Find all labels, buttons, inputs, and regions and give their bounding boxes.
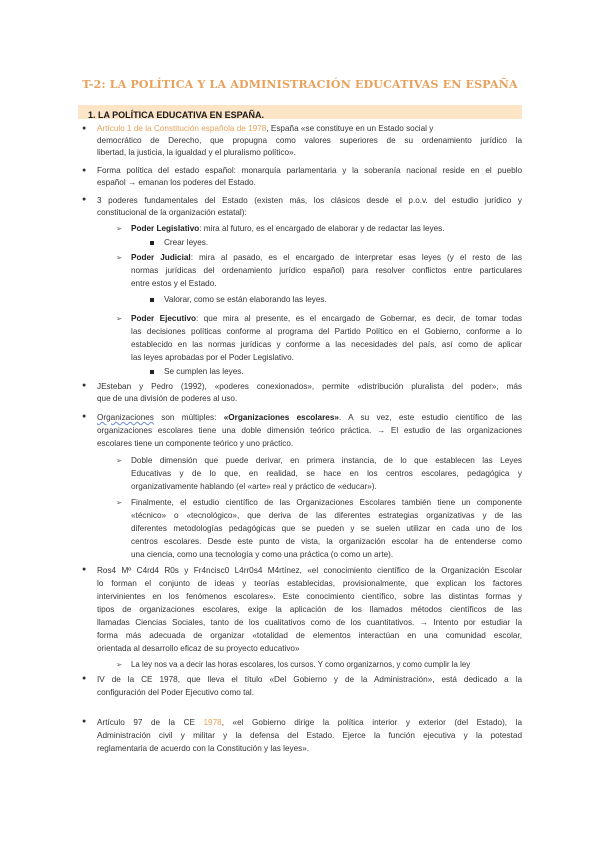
- square-bullet-icon: [150, 241, 154, 245]
- paragraph-line: Artículo 1 de la Constitución española de 1978, España «se constituye en un Estado social y: [97, 124, 434, 133]
- bullet-icon: ●: [82, 718, 87, 725]
- paragraph-line: 3 poderes fundamentales del Estado (existen más, los clásicos desde el p.o.v. del estudio jurídico y: [97, 196, 522, 205]
- paragraph-line: que de una división de poderes al uso.: [97, 394, 238, 403]
- sub-bullet-icon: ➢: [116, 660, 123, 669]
- document-title: T-2: LA POLÍTICA Y LA ADMINISTRACIÓN EDUCATIVAS EN ESPAÑA: [82, 78, 518, 91]
- paragraph-line: democrático de Derecho, que propugna como valores superiores de su ordenamiento jurídico la: [97, 136, 522, 145]
- bullet-icon: ●: [82, 196, 87, 203]
- paragraph-line: escolares tiene un componente teórico y uno práctico.: [97, 439, 294, 448]
- bullet-icon: ●: [82, 675, 87, 682]
- paragraph-line: entre estos y el Estado.: [131, 279, 217, 288]
- constitution-link[interactable]: Artículo 1 de la Constitución española de 1978: [97, 124, 267, 133]
- paragraph-line: forma más adecuada de organizar «totalidad de elementos interactúan en una comunidad escolar,: [97, 631, 522, 640]
- paragraph-line: intervinientes en los fenómenos escolares». Este conocimiento científico, sobre las distintas formas y: [97, 592, 522, 601]
- paragraph-line: las leyes aprobadas por el Poder Legislativo.: [131, 353, 294, 362]
- bullet-icon: ●: [82, 382, 87, 389]
- paragraph-line: reglamentaria de acuerdo con la Constitución y las leyes».: [97, 744, 310, 753]
- paragraph-line: Forma política del estado español: monarquía parlamentaria y la soberanía nacional reside en el pueblo: [97, 166, 522, 175]
- paragraph-line: constitucional de la organización estatal):: [97, 208, 247, 217]
- paragraph-line: Organizaciones son múltiples: «Organizaciones escolares». A su vez, este estudio científico de las: [97, 413, 523, 422]
- paragraph-line: lo forman el conjunto de ideas y teorías establecidas, provisionalmente, que explican los factores: [97, 579, 522, 588]
- paragraph-line: Valorar, como se están elaborando las leyes.: [164, 295, 327, 304]
- paragraph-line: español → emanan los poderes del Estado.: [97, 178, 256, 187]
- square-bullet-icon: [150, 370, 154, 374]
- paragraph-line: Poder Judicial: mira al pasado, es el encargado de interpretar esas leyes (y el resto de las: [131, 253, 522, 262]
- paragraph-line: centros escolares. Desde este punto de vista, la organización escolar ha de entenderse como: [131, 537, 522, 546]
- paragraph-line: IV de la CE 1978, que lleva el título «Del Gobierno y de la Administración», está dedicado a la: [97, 675, 522, 684]
- sub-bullet-icon: ➢: [116, 224, 123, 233]
- square-bullet-icon: [150, 298, 154, 302]
- bullet-icon: ●: [82, 566, 87, 573]
- sub-bullet-icon: ➢: [116, 314, 123, 323]
- paragraph-line: las decisiones políticas conforme al programa del Partido Político en el Gobierno, conforme a lo: [131, 327, 522, 336]
- paragraph-line: tipos de organizaciones escolares, exige la aplicación de los llamados métodos científicos de las: [97, 605, 522, 614]
- paragraph-line: configuración del Poder Ejecutivo como tal.: [97, 688, 255, 697]
- year-highlight: 1978: [203, 718, 222, 727]
- paragraph-line: Se cumplen las leyes.: [164, 367, 244, 376]
- paragraph-line: libertad, la justicia, la igualdad y el pluralismo político».: [97, 148, 296, 157]
- paragraph-line: Educativas y de lo que, en realidad, se hace en los centros escolares, pedagógica y: [131, 469, 522, 478]
- sub-bullet-icon: ➢: [116, 498, 123, 507]
- paragraph-line: una ciencia, como una tecnología y como una práctica (o como un arte).: [131, 550, 394, 559]
- sub-bullet-icon: ➢: [116, 253, 123, 262]
- paragraph-line: organizativamente hablando (el «arte» real y práctico de «educar»).: [131, 482, 377, 491]
- paragraph-line: Crear leyes.: [164, 238, 209, 247]
- paragraph-line: La ley nos va a decir las horas escolares, los cursos. Y como organizarnos, y como cumplir la ley: [131, 660, 471, 669]
- paragraph-line: diferentes metodologías pedagógicas que se pueden y se suelen utilizar en cada uno de los: [131, 524, 522, 533]
- sub-bullet-icon: ➢: [116, 456, 123, 465]
- bullet-icon: ●: [82, 167, 87, 174]
- section-heading-bar: [78, 105, 522, 119]
- paragraph-line: Administración civil y militar y la defensa del Estado. Ejerce la función ejecutiva y la potestad: [97, 731, 522, 740]
- paragraph-line: organizaciones escolares tiene una doble dimensión teórico práctica. → El estudio de las organizaciones: [97, 426, 522, 435]
- paragraph-line: Poder Legislativo: mira al futuro, es el encargado de elaborar y de redactar las leyes.: [131, 224, 445, 233]
- paragraph-line: Finalmente, el estudio científico de las Organizaciones Escolares también tiene un componente: [131, 498, 522, 507]
- paragraph-line: Ros4 Mº C4rd4 R0s y Fr4ncisc0 L4rr0s4 M4rtínez, «el conocimiento científico de la Organización Escolar: [97, 566, 522, 575]
- paragraph-line: JEsteban y Pedro (1992), «poderes conexionados», permite «distribución pluralista del poder», más: [97, 382, 522, 391]
- paragraph-line: normas jurídicas del ordenamiento jurídico español) para resolver conflictos entre particulares: [131, 266, 522, 275]
- section-heading: 1. LA POLÍTICA EDUCATIVA EN ESPAÑA.: [88, 110, 265, 120]
- bullet-icon: ●: [82, 413, 87, 420]
- paragraph-line: Artículo 97 de la CE 1978, «el Gobierno dirige la política interior y exterior (del Estado), la: [97, 718, 522, 727]
- paragraph-line: llamadas Ciencias Sociales, tanto de los cualitativos como de los cuantitativos. → Intento por estudiar la: [97, 618, 522, 627]
- paragraph-line: Doble dimensión que puede derivar, en primera instancia, de lo que establecen las Leyes: [131, 456, 522, 465]
- paragraph-line: «técnico» o «tecnológico», que deriva de las diferentes estrategias organizativas y de las: [131, 511, 522, 520]
- bullet-icon: ●: [82, 125, 87, 132]
- paragraph-line: establecido en las normas jurídicas y conforme a las necesidades del país, así como de aplicar: [131, 340, 522, 349]
- paragraph-line: Poder Ejecutivo: que mira al presente, es el encargado de Gobernar, es decir, de tomar todas: [131, 314, 522, 323]
- paragraph-line: orientada al desarrollo eficaz de su proyecto educativo»: [97, 644, 300, 653]
